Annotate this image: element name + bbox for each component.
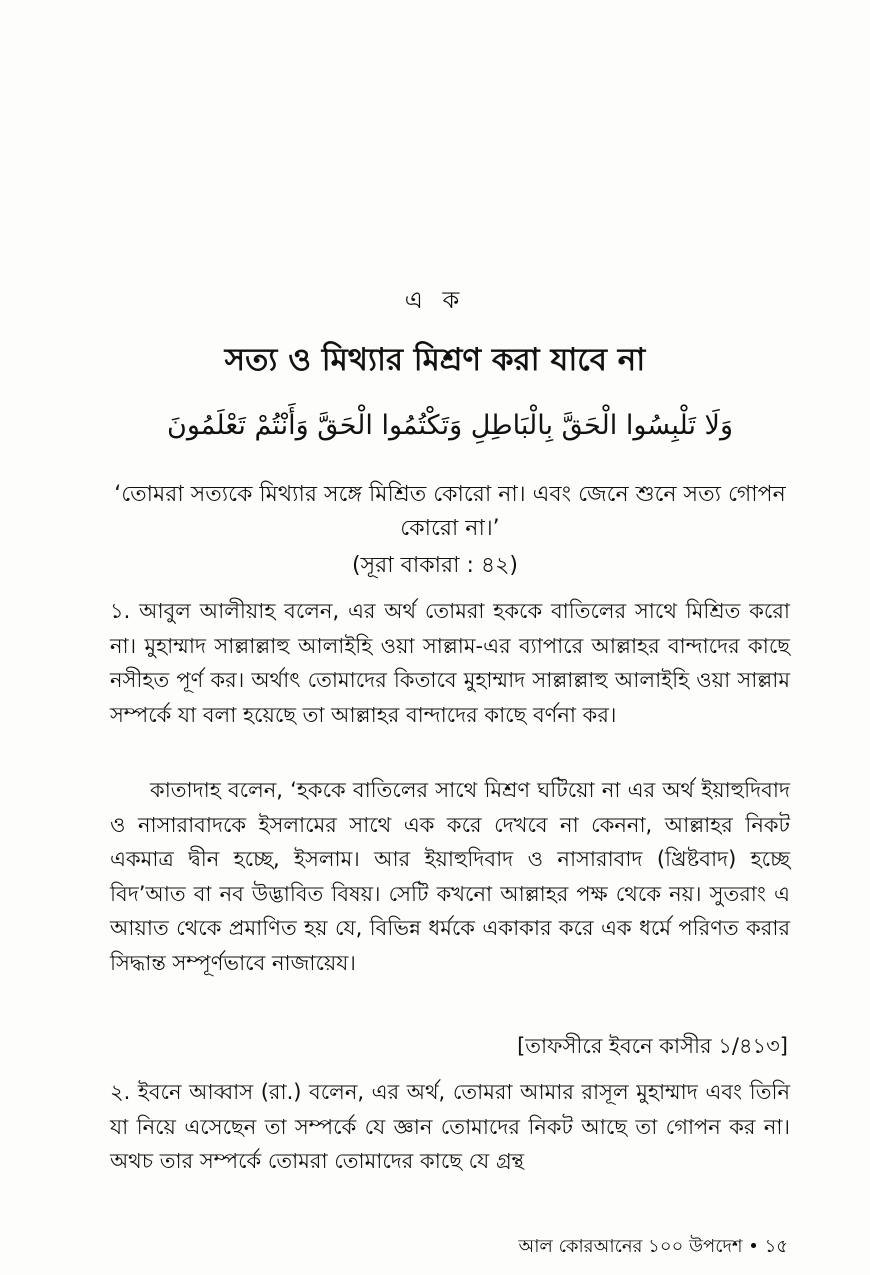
paragraph-1: ১. আবুল আলীয়াহ বলেন, এর অর্থ তোমরা হককে বাতিলের সাথে মিশ্রিত করো না। মুহাম্মাদ সাল্লাল্লাহু আলাইহি ওয়া সাল্লাম-এর ব্যাপারে আল্লাহর বান্দাদের কাছে নসীহত পূর্ণ কর। অর্থাৎ তোমাদের কিতাবে মুহাম্মাদ সাল্লাল্লাহু আলাইহি ওয়া সাল্লাম সম্পর্কে যা বলা হয়েছে তা আল্লাহর বান্দাদের কাছে বর্ণনা কর। <box>110 599 790 727</box>
page-footer: আল কোরআনের ১০০ উপদেশ • ১৫ <box>518 1236 788 1257</box>
paragraph-3: ২. ইবনে আব্বাস (রা.) বলেন, এর অর্থ, তোমরা আমার রাসূল মুহাম্মাদ এবং তিনি যা নিয়ে এসেছেন তা সম্পর্কে যে জ্ঞান তোমাদের নিকট আছে তা গোপন কর না। অথচ তার সম্পর্কে তোমরা তোমাদের কাছে যে গ্রন্থ <box>110 1080 790 1173</box>
paragraph-2: কাতাদাহ বলেন, ‘হককে বাতিলের সাথে মিশ্রণ ঘটিয়ো না এর অর্থ ইয়াহুদিবাদ ও নাসারাবাদকে ইসলামের সাথে এক করে দেখবে না কেননা, আল্লাহর নিকট একমাত্র দ্বীন হচ্ছে, ইসলাম। আর ইয়াহুদিবাদ ও নাসারাবাদ (খ্রিষ্টবাদ) হচ্ছে বিদ’আত বা নব উদ্ভাবিত বিষয়। সেটি কখনো আল্লাহর পক্ষ থেকে নয়। সুতরাং এ আয়াত থেকে প্রমাণিত হয় যে, বিভিন্ন ধর্মকে একাকার করে এক ধর্মে পরিণত করার সিদ্ধান্ত সম্পূর্ণভাবে নাজায়েয। <box>110 778 790 975</box>
chapter-number: এ ক <box>404 286 466 314</box>
chapter-title: সত্য ও মিথ্যার মিশ্রণ করা যাবে না <box>224 342 646 378</box>
arabic-verse: وَلَا تَلْبِسُوا الْحَقَّ بِالْبَاطِلِ وَتَكْتُمُوا الْحَقَّ وَأَنْتُمْ تَعْلَمُونَ <box>167 410 733 441</box>
verse-reference: (সূরা বাকারা : ৪২) <box>351 553 519 578</box>
source-citation: [তাফসীরে ইবনে কাসীর ১/৪১৩] <box>517 1034 788 1058</box>
verse-translation: ‘তোমরা সত্যকে মিথ্যার সঙ্গে মিশ্রিত কোরো না। এবং জেনে শুনে সত্য গোপন কোরো না।’ <box>114 482 786 541</box>
